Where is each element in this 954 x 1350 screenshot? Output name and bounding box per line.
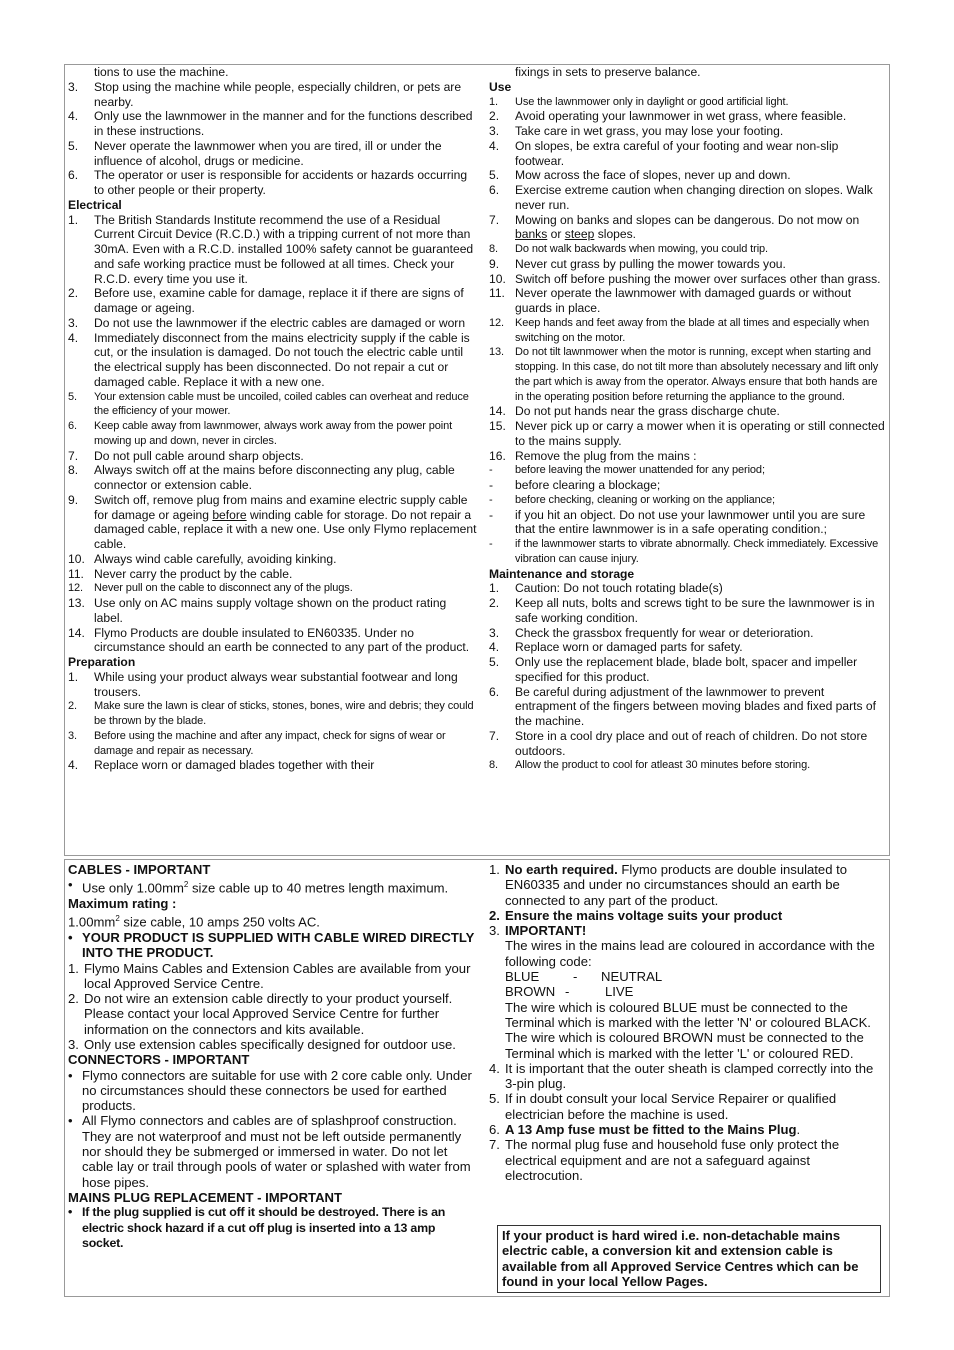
list-item: 1. The British Standards Institute recommend the use of a Residual Current Circuit Device (R.C.D.) with a tripping current of not more than 30mA. Even with a R.C.D. installed 100% safety cannot be guaranteed and safe working practice must be followed at all times. Check your R.C.D. every time you use it. [68, 212, 474, 286]
list-item: 1. While using your product always wear substantial footwear and long trousers. [68, 669, 458, 699]
list-item: 3. Take care in wet grass, you may lose your footing. [489, 124, 784, 138]
safety-instructions-box [64, 64, 890, 856]
list-item: 5. Never operate the lawnmower when you are tired, ill or under the influence of alcohol, drugs or medicine. [68, 138, 442, 168]
list-item: 3. Before using the machine and after any impact, check for signs of wear or damage and repair as necessary. [68, 729, 446, 757]
electrical-heading: Electrical [68, 197, 122, 212]
continued-text: tions to use the machine. [94, 65, 229, 79]
maintenance-list [489, 581, 887, 773]
list-item: 5. If in doubt consult your local Service Repairer or qualified electrician before the machine is used. [489, 1091, 837, 1122]
wire-code-brown: BROWN - LIVE [505, 984, 634, 1000]
maintenance-heading: Maintenance and storage [489, 566, 635, 581]
list-item: 6. A 13 Amp fuse must be fitted to the Mains Plug. [489, 1122, 801, 1138]
list-item: - if you hit an object. Do not use your lawnmower until you are sure that the entire lawnmower is in a safe operating condition.; [489, 507, 866, 537]
list-item: 9. Switch off, remove plug from mains and examine electric supply cable for damage or ageing before winding cable for storage. Do not repair a damaged cable, replace it with a new one. Use only Flymo replacement cable. [68, 492, 477, 551]
list-item: 2. Keep all nuts, bolts and screws tight to be sure the lawnmower is in safe working condition. [489, 596, 875, 625]
list-item: • Flymo connectors are suitable for use with 2 core cable only. Under no circumstances should these connectors be used for earthed products. [68, 1067, 472, 1114]
list-item: 7. Mowing on banks and slopes can be dangerous. Do not mow on banks or steep slopes. [489, 212, 860, 242]
list-item: 3. Stop using the machine while people, especially children, or pets are nearby. [68, 79, 462, 109]
cables-right-column [489, 862, 887, 1183]
list-item: 1. Caution: Do not touch rotating blade(s) [489, 581, 723, 596]
list-item: - before clearing a blockage; [489, 478, 661, 492]
plug-replacement-heading: MAINS PLUG REPLACEMENT - IMPORTANT [68, 1189, 342, 1205]
list-item: 7. The normal plug fuse and household fuse only protect the electrical equipment and are not a safeguard against electrocution. [489, 1137, 840, 1183]
list-item: 10. Always wind cable carefully, avoiding kinking. [68, 551, 337, 566]
list-item: • If the plug supplied is cut off it should be destroyed. There is an electric shock hazard if a cut off plug is inserted into a 13 amp socket. [68, 1205, 446, 1250]
wire-blue-text: The wire which is coloured BLUE must be connected to the Terminal which is marked with the letter 'N' or coloured BLACK. [505, 999, 871, 1030]
wire-brown-text: The wire which is coloured BROWN must be connected to the Terminal which is marked with the letter 'L' or coloured RED. [505, 1030, 864, 1061]
maximum-rating-heading: Maximum rating : [68, 895, 177, 911]
list-item: 4. Only use the lawnmower in the manner and for the functions described in these instructions. [68, 109, 473, 138]
list-item: 4. On slopes, be extra careful of your footing and wear non-slip footwear. [489, 138, 839, 168]
list-item: 6. Keep cable away from lawnmower, always work away from the power point mowing up and down, never in circles. [68, 420, 453, 447]
preparation-heading: Preparation [68, 655, 136, 669]
cables-left-column [68, 862, 478, 1251]
list-item: - before leaving the mower unattended for any period; [489, 464, 765, 477]
list-item: 3. IMPORTANT! [489, 923, 587, 939]
list-item: 5. Only use the replacement blade, blade bolt, spacer and impeller specified for this product. [489, 655, 858, 684]
list-item: 6. Exercise extreme caution when changing direction on slopes. Walk never run. [489, 183, 873, 212]
list-item: 2. Ensure the mains voltage suits your product [489, 907, 783, 923]
wire-code-blue: BLUE - NEUTRAL [505, 969, 663, 985]
list-item: 8. Allow the product to cool for atleast 30 minutes before storing. [489, 759, 811, 772]
wire-intro: The wires in the mains lead are coloured in accordance with the following code: [505, 938, 875, 969]
cables-plugs-box [64, 859, 890, 1297]
list-item: 4. Replace worn or damaged parts for safety. [489, 640, 743, 655]
list-item: 6. Be careful during adjustment of the lawnmower to prevent entrapment of the fingers between moving blades and fixed parts of the machine. [489, 684, 877, 728]
list-item: 16. Remove the plug from the mains : [489, 448, 697, 463]
list-item: • All Flymo connectors and cables are of splashproof construction. They are not waterproof and must not be left outside permanently nor should they be submerged or immersed in water. Do not let cable lay or trail through pools of water or splashed with water from hose pipes. [68, 1113, 471, 1190]
list-item: - if the lawnmower starts to vibrate abnormally. Check immediately. Excessive vibration can cause injury. [489, 538, 879, 565]
list-item: 3. Check the grassbox frequently for wear or deterioration. [489, 625, 814, 640]
list-item: 8. Do not walk backwards when mowing, you could trip. [489, 243, 769, 255]
list-item: - before checking, cleaning or working on the appliance; [489, 493, 775, 506]
list-item: 4. It is important that the outer sheath is clamped correctly into the 3-pin plug. [489, 1060, 874, 1092]
list-item: 12. Never pull on the cable to disconnect any of the plugs. [68, 582, 353, 595]
list-item: 14. Do not put hands near the grass discharge chute. [489, 404, 780, 419]
list-item: 13. Do not tilt lawnmower when the motor is running, except when starting and stopping. In this case, do not tilt more than absolutely necessary and lift only the part which is away from the operator. Always ensure that both hands are in the operating position before returning the appliance to the ground. [489, 346, 879, 403]
list-item: 11. Never operate the lawnmower with damaged guards or without guards in place. [489, 286, 852, 315]
maximum-rating-text: $1.00mm^2$ size cable, 10 amps 250 volts AC. [68, 914, 320, 930]
list-item: 4. Replace worn or damaged blades together with their [68, 758, 375, 773]
cables-heading: CABLES - IMPORTANT [68, 862, 211, 877]
safety-left-column [68, 65, 478, 773]
preparation-list [68, 670, 478, 773]
list-item: 15. Never pick up or carry a mower when it is operating or still connected to the mains supply. [489, 419, 885, 448]
list-item: 5. Mow across the face of slopes, never up and down. [489, 168, 791, 183]
list-item: 1. Flymo Mains Cables and Extension Cables are available from your local Approved Service Centre. [68, 960, 471, 991]
list-item: 2. Do not wire an extension cable directly to your product yourself. Please contact your local Approved Service Centre for further information on the connectors and kits available. [68, 991, 453, 1037]
list-item: 2. Avoid operating your lawnmower in wet grass, where feasible. [489, 109, 847, 124]
list-item: 6. The operator or user is responsible for accidents or hazards occurring to other people or their property. [68, 168, 468, 197]
list-item: 8. Always switch off at the mains before disconnecting any plug, cable connector or extension cable. [68, 463, 455, 492]
list-item: 13. Use only on AC mains supply voltage shown on the product rating label. [68, 596, 447, 625]
list-item: 7. Store in a cool dry place and out of reach of children. Do not store outdoors. [489, 728, 868, 758]
list-item: 14. Flymo Products are double insulated to EN60335. Under no circumstance should an earth be connected to any part of the product. [68, 625, 470, 655]
list-item: 3. Do not use the lawnmower if the electric cables are damaged or worn [68, 315, 466, 330]
unplug-list [489, 463, 887, 566]
continued-text: fixings in sets to preserve balance. [515, 65, 701, 79]
use-list [489, 95, 887, 464]
list-item: 7. Do not pull cable around sharp objects. [68, 448, 304, 463]
hard-wired-notice: If your product is hard wired i.e. non-detachable mains electric cable, a conversion kit and extension cable is available from all Approved Service Centres which can be found in your local Yellow Pages. [497, 1225, 881, 1293]
list-item: 1. No earth required. Flymo products are double insulated to EN60335 and under no circumstances should an earth be connected to any part of the product. [489, 862, 848, 908]
connectors-heading: CONNECTORS - IMPORTANT [68, 1052, 250, 1068]
list-item: 4. Immediately disconnect from the mains electricity supply if the cable is cut, or the insulation is damaged. Do not touch the electric cable until the electrical supply has been disconnected. Do not repair a cut or damaged cable. Replace it with a new one. [68, 330, 470, 389]
list-item: 11. Never carry the product by the cable. [68, 566, 293, 581]
list-item: 2. Make sure the lawn is clear of sticks, stones, bones, wire and debris; they could be thrown by the blade. [68, 700, 474, 727]
list-item: 5. Your extension cable must be uncoiled, coiled cables can overheat and reduce the efficiency of your mower. [68, 390, 469, 418]
list-item: • YOUR PRODUCT IS SUPPLIED WITH CABLE WIRED DIRECTLY INTO THE PRODUCT. [68, 929, 475, 961]
list-item: 3. Only use extension cables specifically designed for outdoor use. [68, 1036, 456, 1052]
general-list [68, 80, 478, 198]
safety-right-column [489, 65, 887, 773]
list-item: • Use only $1.00mm^2$ size cable up to 40 metres length maximum. [68, 877, 449, 896]
list-item: 2. Before use, examine cable for damage, replace it if there are signs of damage or ageing. [68, 286, 464, 315]
list-item: 9. Never cut grass by pulling the mower towards you. [489, 256, 786, 271]
use-heading: Use [489, 79, 512, 94]
electrical-list [68, 213, 478, 656]
list-item: 10. Switch off before pushing the mower over surfaces other than grass. [489, 271, 881, 286]
list-item: 1. Use the lawnmower only in daylight or good artificial light. [489, 95, 789, 108]
list-item: 12. Keep hands and feet away from the blade at all times and especially when switching on the motor. [489, 316, 870, 344]
